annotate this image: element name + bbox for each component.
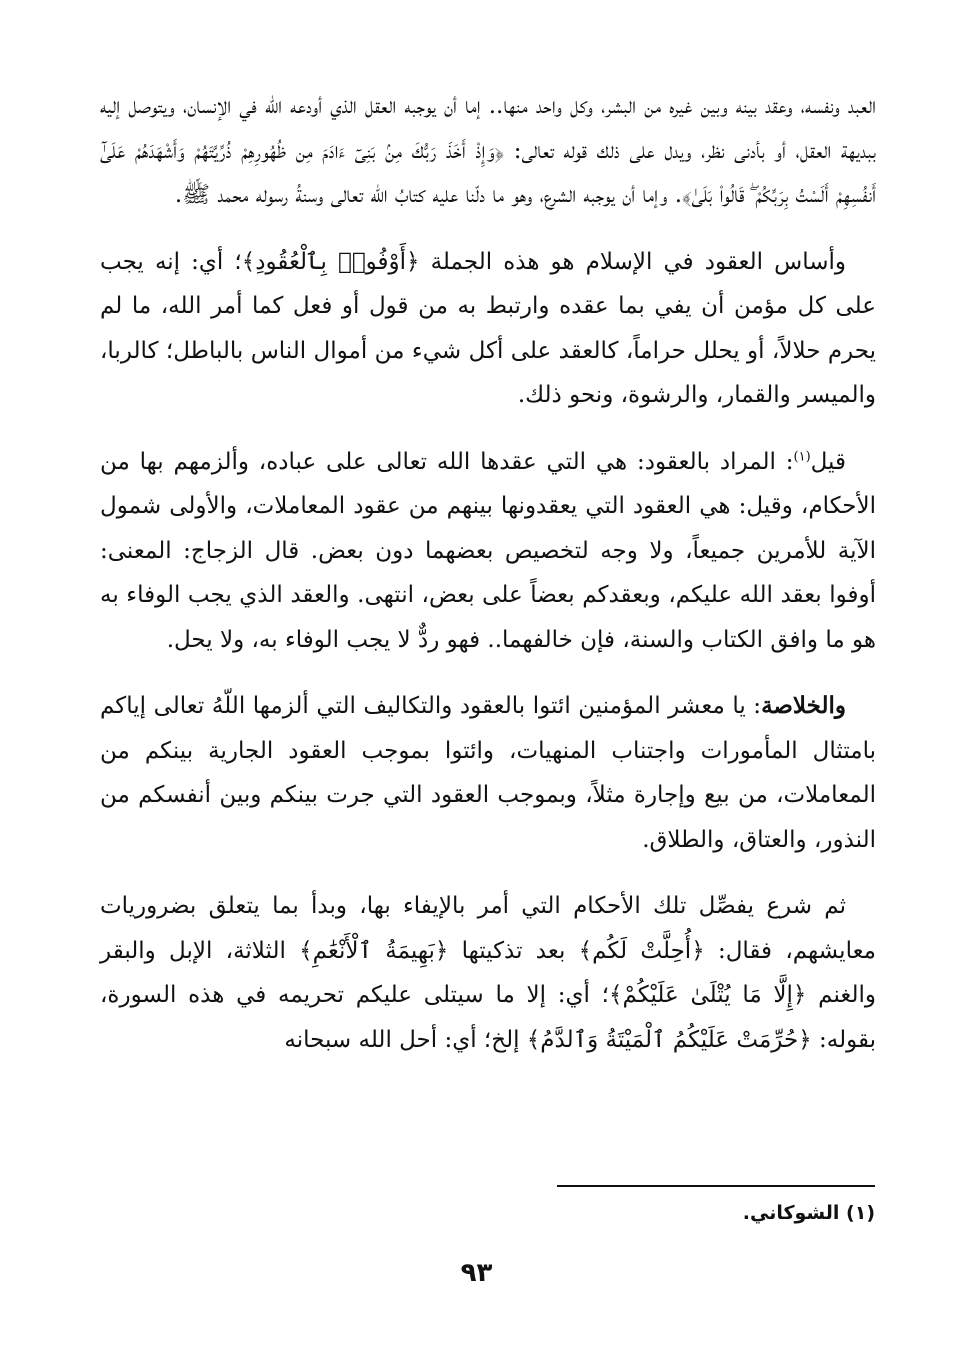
paragraph-4 [100, 684, 876, 862]
page-number: ٩٣ [460, 1258, 493, 1288]
paragraph-3-text: : المراد بالعقود: هي التي عقدها الله تعالى على عباده، وألزمهم بها من الأحكام، وقيل: هي العقود التي يعقدونها بينهم من عقود المعاملات، والأولى شمول الآية للأمرين جميعاً، ولا وجه لتخصيص بعضهما دون بعض. قال الزجاج: المعنى: أوفوا بعقد الله عليكم، وبعقدكم بعضاً على بعض، انتهى. والعقد الذي يجب الوفاء به هو ما وافق الكتاب والسنة، فإن خالفهما.. فهو ردٌّ لا يجب الوفاء به، ولا يحل. [100, 448, 876, 653]
paragraph-3-opening: قيل [810, 448, 846, 475]
paragraph-2: وأساس العقود في الإسلام هو هذه الجملة ﴿أَوْفُوا۟ بِٱلْعُقُودِ﴾؛ أي: إنه يجب على كل مؤمن أن يفي بما عقده وارتبط به من قول أو فعل كما أمر الله، ما لم يحرم حلالاً، أو يحلل حراماً، كالعقد على أكل شيء من أموال الناس بالباطل؛ كالربا، والميسر والقمار، والرشوة، ونحو ذلك. [100, 248, 876, 408]
summary-heading: والخلاصة [761, 692, 846, 719]
paragraph-4-text: : يا معشر المؤمنين ائتوا بالعقود والتكاليف التي ألزمها اللّهُ تعالى إياكم بامتثال المأمورات واجتناب المنهيات، وائتوا بموجب العقود الجارية بينكم من المعاملات، من بيع وإجارة مثلاً، وبموجب العقود التي جرت بينكم وبين أنفسكم من النذور، والعتاق، والطلاق. [100, 693, 876, 853]
paragraph-5: ثم شرع يفصِّل تلك الأحكام التي أمر بالإيفاء بها، وبدأ بما يتعلق بضروريات معايشهم، فقال: ﴿أُحِلَّتْ لَكُم﴾ بعد تذكيتها ﴿بَهِيمَةُ ٱلْأَنْعَٰمِ﴾ الثلاثة، الإبل والبقر والغنم ﴿إِلَّا مَا يُتْلَىٰ عَلَيْكُمْ﴾؛ أي: إلا ما سيتلى عليكم تحريمه في هذه السورة، بقوله: ﴿حُرِّمَتْ عَلَيْكُمُ ٱلْمَيْتَةُ وَٱلدَّمُ﴾ إلخ؛ أي: أحل الله سبحانه [100, 893, 876, 1053]
footnote: (١) الشوكاني. [742, 1202, 875, 1224]
footnote-divider [557, 1185, 875, 1187]
footnote-reference: (١) [793, 448, 811, 464]
paragraph-1: العبد ونفسه، وعقد بينه وبين غيره من البشر، وكل واحد منها.. إما أن يوجبه العقل الذي أودعه الله في الإنسان، ويتوصل إليه ببديهة العقل، أو بأدنى نظر، ويدل على ذلك قوله تعالى: ﴿وَإِذْ أَخَذَ رَبُّكَ مِنۢ بَنِىٓ ءَادَمَ مِن ظُهُورِهِمْ ذُرِّيَّتَهُمْ وَأَشْهَدَهُمْ عَلَىٰٓ أَنفُسِهِمْ أَلَسْتُ بِرَبِّكُمْ ۖ قَالُوا۟ بَلَىٰ﴾. وإما أن يوجبه الشرع، وهو ما دلّنا عليه كتابُ الله تعالى وسنةُ رسوله محمد ﷺ. [100, 93, 876, 208]
paragraph-3 [100, 440, 876, 663]
page-body [100, 84, 876, 1084]
